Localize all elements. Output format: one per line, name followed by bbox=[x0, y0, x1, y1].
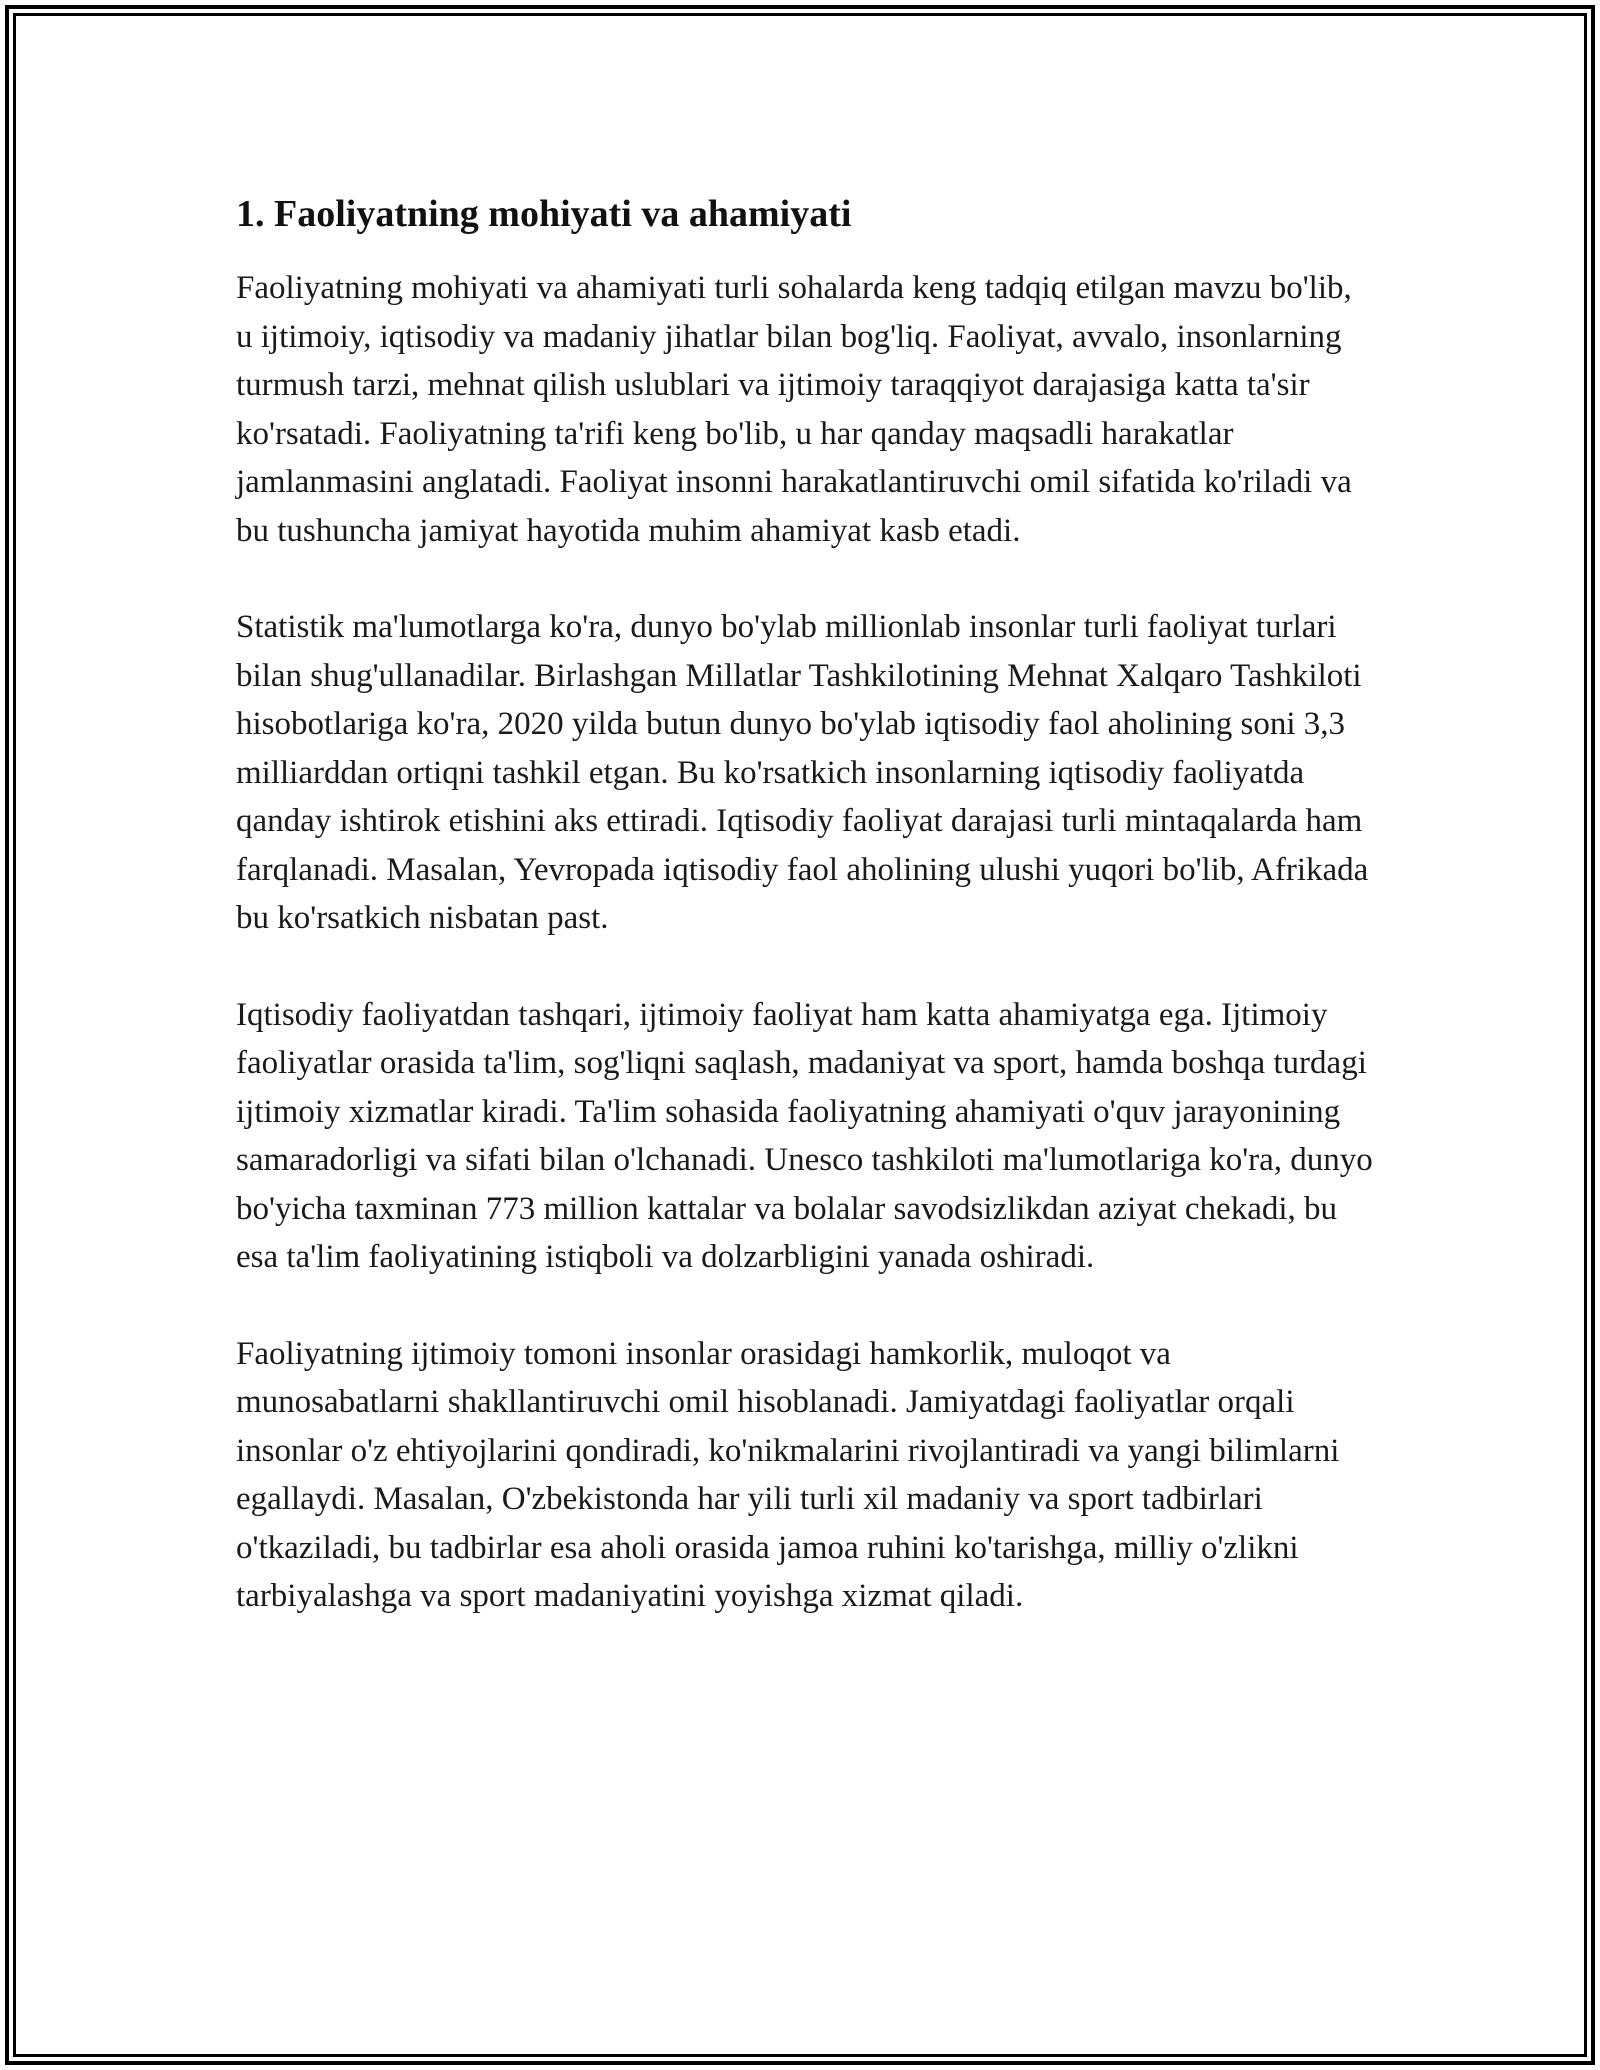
document-body bbox=[236, 186, 1376, 1621]
section-heading: 1. Faoliyatning mohiyati va ahamiyati bbox=[236, 193, 852, 235]
paragraph-4: Faoliyatning ijtimoiy tomoni insonlar orasidagi hamkorlik, muloqot va munosabatlarni shakllantiruvchi omil hisoblanadi. Jamiyatdagi faoliyatlar orqali insonlar o'z ehtiyojlarini qondiradi, ko'nikmalarini rivojlantiradi va yangi bilimlarni egallaydi. Masalan, O'zbekistonda har yili turli xil madaniy va sport tadbirlari o'tkaziladi, bu tadbirlar esa aholi orasida jamoa ruhini ko'tarishga, milliy o'zlikni tarbiyalashga va sport madaniyatini yoyishga xizmat qiladi. bbox=[236, 1335, 1340, 1614]
paragraph-3: Iqtisodiy faoliyatdan tashqari, ijtimoiy faoliyat ham katta ahamiyatga ega. Ijtimoiy faoliyatlar orasida ta'lim, sog'liqni saqlash, madaniyat va sport, hamda boshqa turdagi ijtimoiy xizmatlar kiradi. Ta'lim sohasida faoliyatning ahamiyati o'quv jarayonining samaradorligi va sifati bilan o'lchanadi. Unesco tashkiloti ma'lumotlariga ko'ra, dunyo bo'yicha taxminan 773 million kattalar va bolalar savodsizlikdan aziyat chekadi, bu esa ta'lim faoliyatining istiqboli va dolzarbligini yanada oshiradi. bbox=[236, 996, 1373, 1275]
paragraph-2: Statistik ma'lumotlarga ko'ra, dunyo bo'ylab millionlab insonlar turli faoliyat turlari bilan shug'ullanadilar. Birlashgan Millatlar Tashkilotining Mehnat Xalqaro Tashkiloti hisobotlariga ko'ra, 2020 yilda butun dunyo bo'ylab iqtisodiy faol aholining soni 3,3 milliarddan ortiqni tashkil etgan. Bu ko'rsatkich insonlarning iqtisodiy faoliyatda qanday ishtirok etishini aks ettiradi. Iqtisodiy faoliyat darajasi turli mintaqalarda ham farqlanadi. Masalan, Yevropada iqtisodiy faol aholining ulushi yuqori bo'lib, Afrikada bu ko'rsatkich nisbatan past. bbox=[236, 609, 1369, 936]
paragraph-1: Faoliyatning mohiyati va ahamiyati turli sohalarda keng tadqiq etilgan mavzu bo'lib, u ijtimoiy, iqtisodiy va madaniy jihatlar bilan bog'liq. Faoliyat, avvalo, insonlarning turmush tarzi, mehnat qilish uslublari va ijtimoiy taraqqiyot darajasiga katta ta'sir ko'rsatadi. Faoliyatning ta'rifi keng bo'lib, u har qanday maqsadli harakatlar jamlanmasini anglatadi. Faoliyat insonni harakatlantiruvchi omil sifatida ko'riladi va bu tushuncha jamiyat hayotida muhim ahamiyat kasb etadi. bbox=[236, 270, 1352, 549]
